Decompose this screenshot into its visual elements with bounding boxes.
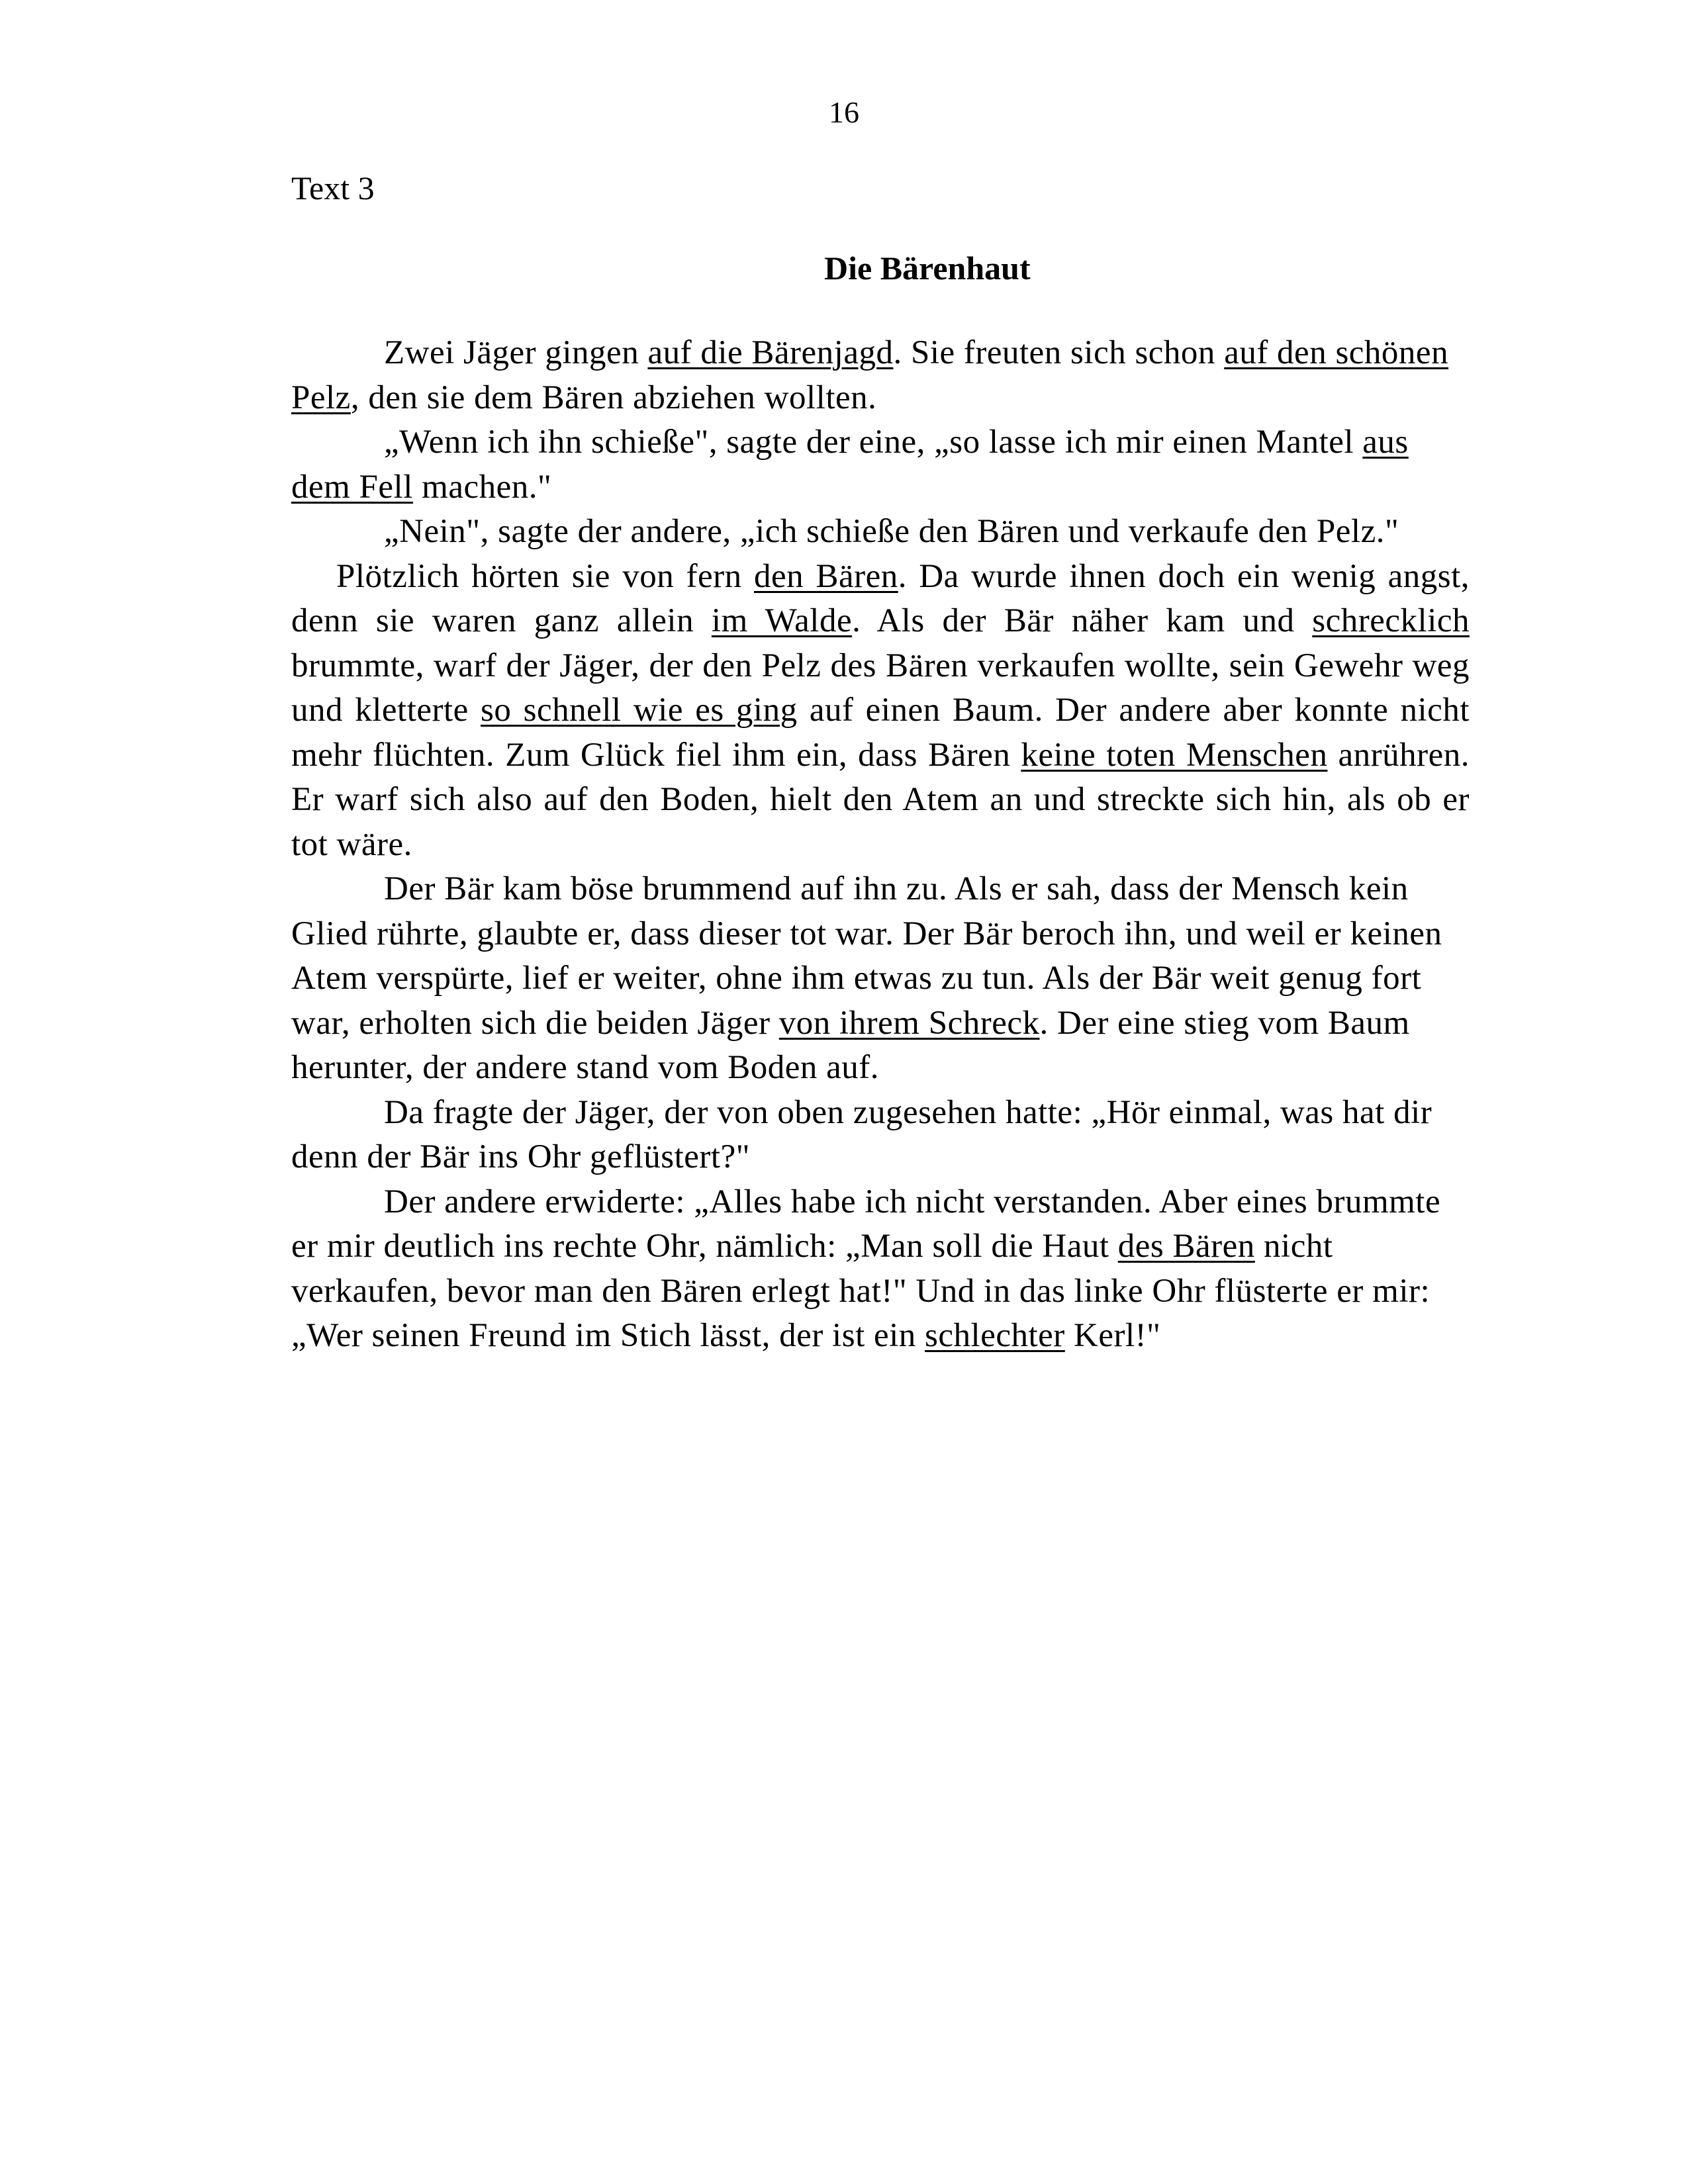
text-segment: Der andere erwiderte: „Alles habe ich nicht verstanden. Aber eines brummte er mir deutlich ins rechte Ohr, nämlich: „Man soll die Haut <box>291 1183 1441 1265</box>
text-segment: Plötzlich hörten sie von fern <box>336 557 754 595</box>
text-segment: brummte, warf der Jäger, der den Pelz des Bären verkaufen wollte, sein Gewehr weg und kletterte <box>291 647 1470 729</box>
underlined-phrase: so schnell wie es ging <box>481 692 798 729</box>
text-segment: machen." <box>412 468 552 506</box>
page-number: 16 <box>829 95 859 129</box>
text-label: Text 3 <box>291 169 375 206</box>
text-segment: Der Bär kam böse brummend auf ihn zu. Als er sah, dass der Mensch kein Glied rührte, glaubte er, dass dieser tot war. Der Bär beroch ihn, und weil er keinen Atem verspürte, lief er weiter, ohne ihm etwas zu tun. Als der Bär weit genug fort war, erholten sich die beiden Jäger <box>291 870 1442 1042</box>
text-segment: Zwei Jäger gingen <box>384 334 648 371</box>
story-title: Die Bärenhaut <box>824 250 1031 287</box>
paragraph <box>291 555 1470 868</box>
underlined-phrase: von ihrem Schreck <box>778 1004 1040 1042</box>
underlined-phrase: auf den schönen Pelz <box>291 334 1449 416</box>
text-segment: Da fragte der Jäger, der von oben zugesehen hatte: „Hör einmal, was hat dir denn der Bär ins Ohr geflüstert?" <box>291 1093 1432 1175</box>
story-body <box>291 331 1470 1359</box>
paragraph <box>291 1091 1470 1180</box>
underlined-phrase: auf die Bärenjagd <box>647 334 894 371</box>
underlined-phrase: aus dem Fell <box>291 424 1409 506</box>
underlined-phrase: schrecklich <box>1312 602 1470 639</box>
text-segment: . Der eine stieg vom Baum herunter, der andere stand vom Boden auf. <box>291 1004 1410 1086</box>
text-segment: . Da wurde ihnen doch ein wenig angst, denn sie waren ganz allein <box>291 557 1470 639</box>
underlined-phrase: den Bären <box>754 557 898 595</box>
text-segment: . Als der Bär näher kam und <box>852 602 1313 639</box>
text-segment: auf einen Baum. Der andere aber konnte nicht mehr flüchten. Zum Glück fiel ihm ein, dass Bären <box>291 692 1470 774</box>
text-segment: Kerl!" <box>1064 1317 1161 1354</box>
text-segment: nicht verkaufen, bevor man den Bären erlegt hat!" Und in das linke Ohr flüsterte er mir: „Wer seinen Freund im Stich lässt, der ist ein <box>291 1228 1430 1354</box>
underlined-phrase: des Bären <box>1117 1228 1255 1265</box>
text-segment: „Nein", sagte der andere, „ich schieße den Bären und verkaufe den Pelz." <box>384 513 1399 550</box>
text-segment: anrühren. Er warf sich also auf den Boden, hielt den Atem an und streckte sich hin, als ob er tot wäre. <box>291 736 1470 863</box>
paragraph <box>291 420 1470 510</box>
paragraph <box>291 331 1470 420</box>
underlined-phrase: im Walde <box>711 602 853 639</box>
underlined-phrase: keine toten Menschen <box>1021 736 1328 774</box>
paragraph <box>291 1180 1470 1359</box>
paragraph <box>291 867 1470 1091</box>
text-segment: , den sie dem Bären abziehen wollten. <box>350 379 877 416</box>
text-segment: „Wenn ich ihn schieße", sagte der eine, „so lasse ich mir einen Mantel <box>384 424 1363 461</box>
paragraph <box>291 510 1470 555</box>
underlined-phrase: schlechter <box>925 1317 1065 1354</box>
text-segment: . Sie freuten sich schon <box>893 334 1225 371</box>
